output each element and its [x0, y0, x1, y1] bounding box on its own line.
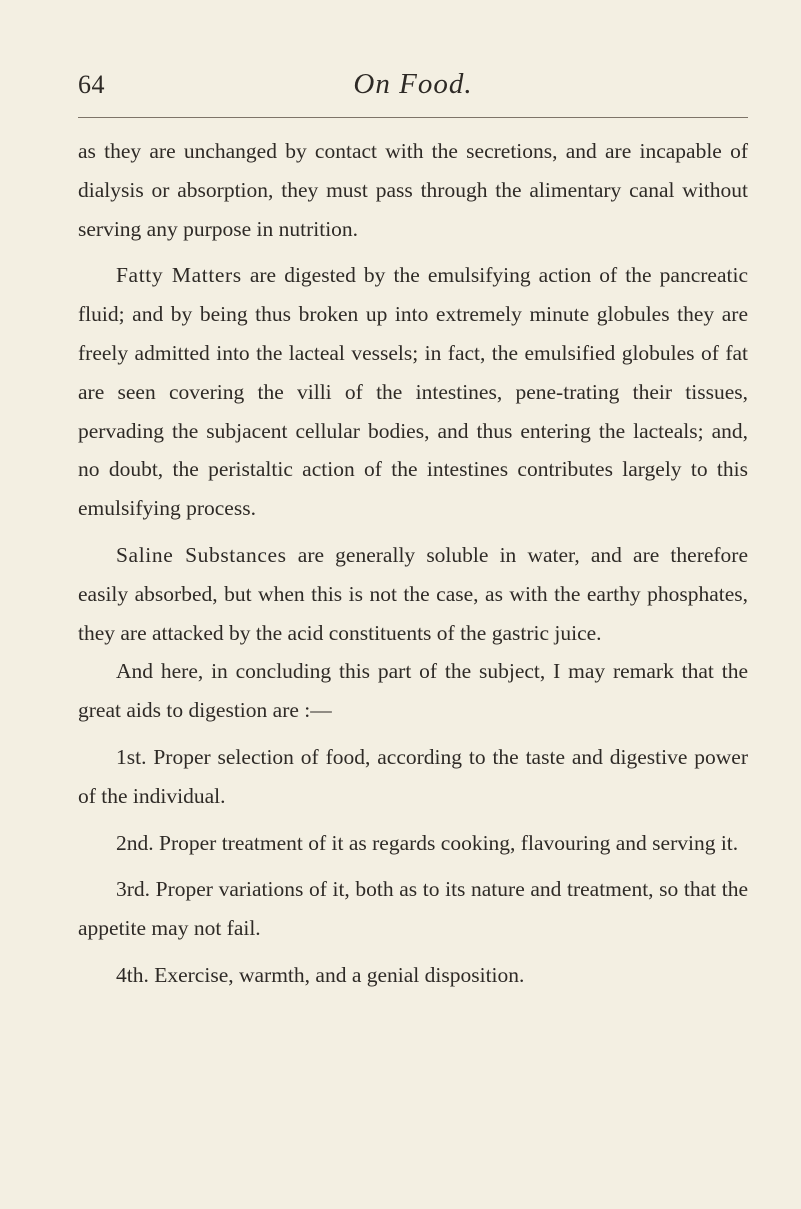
- page-number: 64: [78, 70, 105, 99]
- header-rule: [78, 117, 748, 118]
- paragraph-continuation: [78, 132, 748, 248]
- paragraph-fatty-matters: [78, 256, 748, 528]
- list-item: 3rd. Proper variations of it, both as to its nature and treatment, so that the appetite may not fail.: [78, 877, 748, 941]
- paragraph-lead: Saline Substances: [116, 542, 287, 567]
- paragraph-text: as they are unchanged by contact with the secretions, and are incapable of dialysis or absorption, they must pass through the alimentary canal without serving any purpose in nutrition.: [78, 139, 748, 241]
- page-header: [78, 64, 748, 108]
- paragraph-text: are digested by the emulsifying action of the pancreatic fluid; and by being thus broken up into extremely minute globules they are freely admitted into the lacteal vessels; in fact, the emulsified globules of fat are seen covering the villi of the intestines, pene-trating their tissues, pervading the subjacent cellular bodies, and thus entering the lacteals; and, no doubt, the peristaltic action of the intestines contributes largely to this emulsifying process.: [78, 263, 748, 521]
- paragraph-text: And here, in concluding this part of the subject, I may remark that the great aids to digestion are :—: [78, 659, 748, 723]
- paragraph-conclusion: [78, 652, 748, 730]
- paragraph-lead: Fatty Matters: [116, 263, 242, 288]
- body-text: [78, 132, 748, 995]
- running-title: On Food.: [353, 68, 473, 100]
- list-item: 1st. Proper selection of food, according to the taste and digestive power of the individual.: [78, 744, 748, 808]
- paragraph-saline-substances: [78, 536, 748, 652]
- paragraph-text: are generally soluble in water, and are therefore easily absorbed, but when this is not the case, as with the earthy phosphates, they are attacked by the acid constituents of the gastric juice.: [78, 542, 749, 645]
- list-item: 2nd. Proper treatment of it as regards cooking, flavouring and serving it.: [116, 830, 739, 855]
- list-item: 4th. Exercise, warmth, and a genial disposition.: [116, 962, 525, 987]
